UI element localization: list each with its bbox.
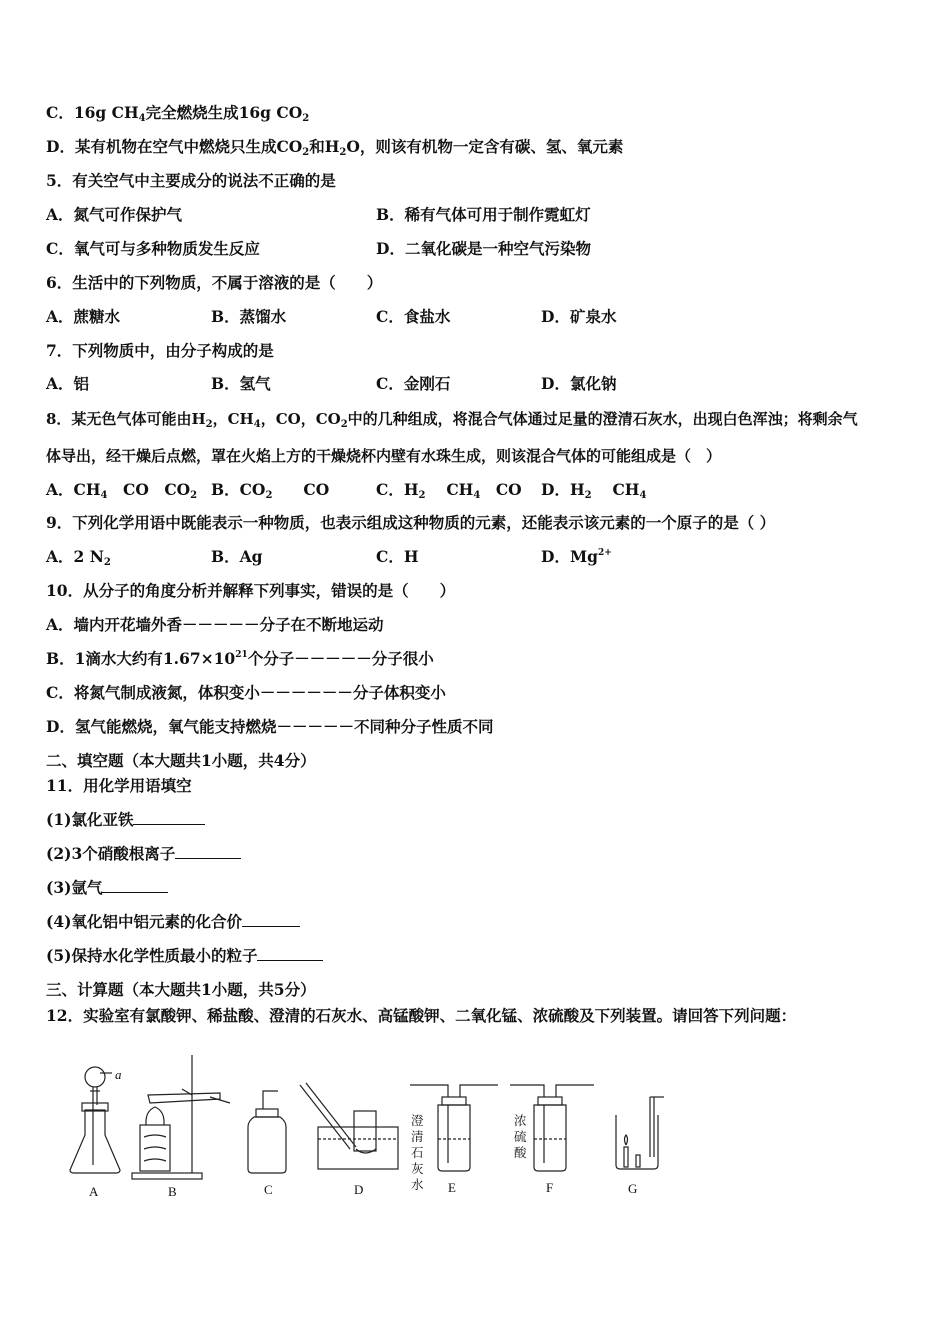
apparatus-e-liquid-label: 澄 清 石 灰 水 — [411, 1113, 424, 1192]
q10-option-a: A．墙内开花墙外香－－－－－分子在不断地运动 — [46, 615, 384, 634]
q9-option-d: D．$Mg^{2+}$ — [541, 547, 612, 566]
q12-stem: 12．实验室有氯酸钾、稀盐酸、澄清的石灰水、高锰酸钾、二氧化锰、浓硫酸及下列装置。请回答下列问题： — [46, 1006, 797, 1025]
q7-stem: 7．下列物质中，由分子构成的是 — [46, 341, 274, 360]
q5-option-c: C．氧气可与多种物质发生反应 — [46, 239, 260, 258]
apparatus-b-drawing — [132, 1055, 230, 1179]
q6-stem: 6．生活中的下列物质，不属于溶液的是（ ） — [46, 273, 383, 292]
q7-option-c: C．金刚石 — [376, 374, 451, 393]
q5-stem: 5．有关空气中主要成分的说法不正确的是 — [46, 171, 336, 190]
q6-option-c: C．食盐水 — [376, 307, 451, 326]
apparatus-label-f: F — [546, 1180, 554, 1195]
apparatus-drawing — [60, 1045, 680, 1205]
apparatus-a-inlet-label: a — [115, 1067, 122, 1082]
apparatus-label-d: D — [354, 1182, 364, 1197]
q11-item-5: (5)保持水化学性质最小的粒子 — [46, 946, 323, 966]
q8-option-a: A．$CH_4$ CO $CO_2$ — [46, 480, 198, 501]
q5-option-d: D．二氧化碳是一种空气污染物 — [376, 239, 591, 258]
q11-item-1: (1)氯化亚铁 — [46, 810, 205, 830]
q10-option-b: B．1滴水大约有$1.67\times 10^{21}$个分子－－－－－分子很小 — [46, 649, 434, 668]
apparatus-c-drawing — [248, 1091, 286, 1173]
q8-stem-line1: 8．某无色气体可能由$H_2$，$CH_4$，CO，$CO_2$中的几种组成，将混合气体通过足量的澄清石灰水，出现白色浑浊；将剩余气 — [46, 410, 858, 430]
apparatus-label-e: E — [448, 1180, 456, 1195]
q11-item-4: (4)氧化铝中铝元素的化合价 — [46, 912, 300, 932]
q6-option-b: B．蒸馏水 — [211, 307, 287, 326]
q7-option-d: D．氯化钠 — [541, 374, 617, 393]
apparatus-f-liquid-label: 浓 硫 酸 — [514, 1113, 527, 1160]
q10-option-c: C．将氮气制成液氮，体积变小－－－－－－分子体积变小 — [46, 683, 446, 702]
q6-option-d: D．矿泉水 — [541, 307, 617, 326]
q7-option-b: B．氢气 — [211, 374, 271, 393]
q11-item-2: (2)3个硝酸根离子 — [46, 844, 241, 864]
q9-stem: 9．下列化学用语中既能表示一种物质，也表示组成这种物质的元素，还能表示该元素的一个原子的是（ ） — [46, 513, 776, 532]
apparatus-label-b: B — [168, 1184, 177, 1199]
q11-stem: 11．用化学用语填空 — [46, 776, 192, 795]
q11-item-3: (3)氩气 — [46, 878, 168, 898]
section-3-heading: 三、计算题（本大题共1小题，共5分） — [46, 980, 316, 999]
apparatus-label-c: C — [264, 1182, 273, 1197]
q4-option-c: C．16g $CH_4$完全燃烧生成16g $CO_2$ — [46, 103, 310, 124]
q7-option-a: A．铝 — [46, 374, 90, 393]
q9-option-c: C．H — [376, 547, 419, 566]
q9-option-b: B．Ag — [211, 547, 263, 566]
q8-option-d: D．$H_2$ $CH_4$ — [541, 480, 647, 501]
apparatus-label-a: A — [89, 1184, 99, 1199]
q10-stem: 10．从分子的角度分析并解释下列事实，错误的是（ ） — [46, 581, 456, 600]
apparatus-d-drawing — [300, 1083, 398, 1169]
apparatus-a-drawing — [70, 1067, 120, 1173]
q6-option-a: A．蔗糖水 — [46, 307, 121, 326]
q8-option-b: B．$CO_2$ CO — [211, 480, 330, 501]
apparatus-label-g: G — [628, 1181, 638, 1196]
q4-option-d: D．某有机物在空气中燃烧只生成$CO_2$和$H_2O$，则该有机物一定含有碳、氢、氧元素 — [46, 137, 624, 158]
section-2-heading: 二、填空题（本大题共1小题，共4分） — [46, 751, 316, 770]
q8-stem-line2: 体导出，经干燥后点燃，罩在火焰上方的干燥烧杯内壁有水珠生成，则该混合气体的可能组成是（ ） — [46, 447, 722, 465]
q5-option-a: A．氮气可作保护气 — [46, 205, 183, 224]
apparatus-g-drawing — [616, 1097, 664, 1169]
q8-option-c: C．$H_2$ $CH_4$ CO — [376, 480, 522, 501]
q9-option-a: A．2 $N_2$ — [46, 547, 111, 568]
apparatus-figure — [60, 1045, 680, 1205]
q5-option-b: B．稀有气体可用于制作霓虹灯 — [376, 205, 591, 224]
q10-option-d: D．氢气能燃烧，氧气能支持燃烧－－－－－不同种分子性质不同 — [46, 717, 494, 736]
